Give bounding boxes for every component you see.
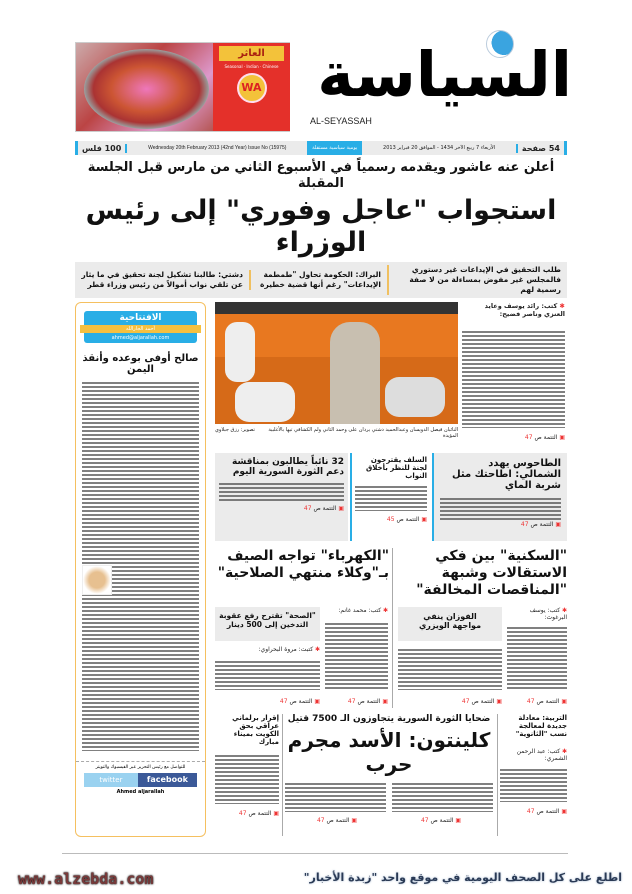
restaurant-ad[interactable]: [75, 42, 290, 132]
food-photo: [84, 49, 209, 129]
ad-logo: WA: [237, 73, 267, 103]
author-name: أحمد الجارالله: [80, 325, 201, 333]
education-story[interactable]: التربية: معادلة جديدة لمعالجة نسب "الثانوية" ✱ كتب: عبد الرحمن الشمري: ▣ التتمة ص 47: [500, 714, 567, 838]
caption-text: النائبان فيصل الدويسان وعبدالحميد دشتي يردان على وحمد الثاني ولم الكشافي تيها بالأغلبية المؤيدة: [268, 427, 458, 439]
editorial-header: [84, 311, 197, 343]
brief-title: الطاحوس يهدد الشمالي: اطاحتك مثل شربة الماي: [451, 458, 561, 491]
facebook-button[interactable]: facebook: [138, 773, 197, 787]
lead-body: [462, 330, 565, 428]
footer-url[interactable]: www.alzebda.com: [18, 870, 154, 888]
brief-tahous[interactable]: الطاحوس يهدد الشمالي: اطاحتك مثل شربة الماي ▣ التتمة ص 47: [432, 453, 567, 541]
ad-brand-ar: العاثر: [219, 46, 284, 61]
ad-tagline: Seasonal · Indian · Chinese: [224, 64, 279, 69]
health-byline: ✱ كتبت: مروة البحراوي:: [215, 646, 320, 653]
health-continued[interactable]: ▣ التتمة ص 47: [279, 698, 320, 705]
photo-caption: [215, 427, 458, 439]
syria-story[interactable]: ضحايا الثورة السورية يتجاوزون الـ 7500 قتيل كلينتون: الأسد مجرم حرب ▣ التتمة ص 47 ▣ التتمة ص 47: [285, 714, 493, 838]
photo-credit: تصوير: رزق جبلاوي: [215, 427, 255, 433]
hijri-date: الأربعاء 7 ربيع الآخر 1434 - الموافق 20 فبراير 2013: [383, 145, 496, 151]
housing-headline[interactable]: "السكنية" بين فكي الاستقالات وشبهة "المناقصات المخالفة": [416, 548, 567, 598]
lead-kicker[interactable]: أعلن عنه عاشور ويقدمه رسمياً في الأسبوع الثاني من مارس قبل الجلسة المقبلة: [87, 160, 555, 191]
lead-headline[interactable]: استجواب "عاجل وفوري" إلى رئيس الوزراء: [85, 195, 557, 258]
housing-byline: ✱ كتب: يوسف البرغوث:: [507, 607, 567, 621]
electricity-byline: ✱ كتب: محمد غانم:: [325, 607, 388, 614]
syria-headline: كلينتون: الأسد مجرم حرب: [287, 728, 491, 776]
housing-body: [507, 626, 567, 690]
electricity-headline[interactable]: "الكهرباء" تواجه الصيف بـ"وكلاء منتهي الصلاحية": [217, 548, 389, 581]
price: 100: [104, 143, 122, 153]
subhead-2[interactable]: البراك: الحكومة تحاول "طمطمة الإيداعات" رغم أنها قضية خطيرة: [249, 270, 387, 290]
author-signature: Ahmed aljarallah: [116, 789, 165, 795]
syria-kicker: ضحايا الثورة السورية يتجاوزون الـ 7500 قتيل: [287, 714, 491, 724]
lead-byline: ✱ كتب: رائد يوسف وعايد العنزي وناصر فضيح:: [462, 302, 565, 318]
lead-photo[interactable]: [215, 302, 458, 424]
brief-32-mps[interactable]: 32 نائباً يطالبون بمناقشة دعم الثورة السورية اليوم ▣ التتمة ص 47: [215, 453, 348, 541]
author-photo: [82, 565, 112, 595]
english-date: Wednesday 20th February 2013 (42nd Year) Issue No (15975): [148, 145, 287, 151]
health-box[interactable]: "الصحة" تقترح رفع عقوبة التدخين إلى 500 دينار: [215, 607, 320, 641]
brief-salaf[interactable]: السلف يقترحون لجنة للنظر بأخلاق النواب ▣ التتمة ص 45: [350, 453, 430, 541]
brief-title: 32 نائباً يطالبون بمناقشة دعم الثورة السورية اليوم: [231, 457, 344, 477]
electricity-body: [325, 622, 388, 690]
housing-box-body: [398, 648, 502, 690]
paper-tag: يومية سياسية مستقلة: [307, 141, 362, 155]
logo-english: AL-SEYASSAH: [310, 116, 372, 126]
education-title: التربية: معادلة جديدة لمعالجة نسب "الثانوية": [515, 714, 567, 738]
housing-continued[interactable]: ▣ التتمة ص 47: [526, 698, 567, 705]
subheads-bar: [75, 262, 567, 298]
author-email[interactable]: ahmed@aljarallah.com: [111, 335, 170, 341]
masthead-logo[interactable]: [310, 28, 572, 128]
lead-continued[interactable]: ▣ التتمة ص 47: [524, 434, 565, 441]
twitter-button[interactable]: twitter: [84, 773, 138, 787]
electricity-continued[interactable]: ▣ التتمة ص 47: [347, 698, 388, 705]
info-bar: [75, 141, 567, 155]
footer-promo: اطلع على كل الصحف اليومية في موقع واحد "زبدة الأخبار": [303, 871, 622, 884]
subhead-1[interactable]: طلب التحقيق في الإيداعات غير دستوري فالمجلس غير مفوض بمساءلة من لا صفة رسمية لهم: [387, 265, 567, 295]
iraq-title: إقرار برلماني عراقي بحق الكويت بميناء مبارك: [232, 714, 279, 746]
page-count: 54: [548, 143, 560, 153]
social-contact-label: للتواصل مع رئيس التحرير عبر الفيسبوك والتويتر: [76, 761, 205, 770]
logo-arabic: السياسة: [317, 38, 572, 111]
lead-block: [75, 160, 567, 298]
price-currency: فلس: [82, 143, 102, 153]
section-label: الافتتاحية: [119, 313, 162, 323]
brief-title: السلف يقترحون لجنة للنظر بأخلاق النواب: [365, 456, 427, 480]
subhead-3[interactable]: دشتي: طالبنا تشكيل لجنة تحقيق في ما يثار عن تلقي نواب أموالاً من رئيس وزراء قطر: [81, 270, 243, 289]
editorial-column: [75, 302, 206, 837]
health-body: [215, 660, 320, 690]
housing-box[interactable]: الفوزان ينفي مواجهة الويزري: [398, 607, 502, 641]
page-count-label: صفحة: [521, 143, 547, 153]
editorial-title[interactable]: صالح أوفى بوعده وأنقذ اليمن: [82, 353, 199, 375]
education-byline: ✱ كتب: عبد الرحمن الشمري:: [500, 748, 567, 762]
iraq-story[interactable]: إقرار برلماني عراقي بحق الكويت بميناء مبارك ▣ التتمة ص 47: [215, 714, 279, 838]
housing-continued-2[interactable]: ▣ التتمة ص 47: [461, 698, 502, 705]
